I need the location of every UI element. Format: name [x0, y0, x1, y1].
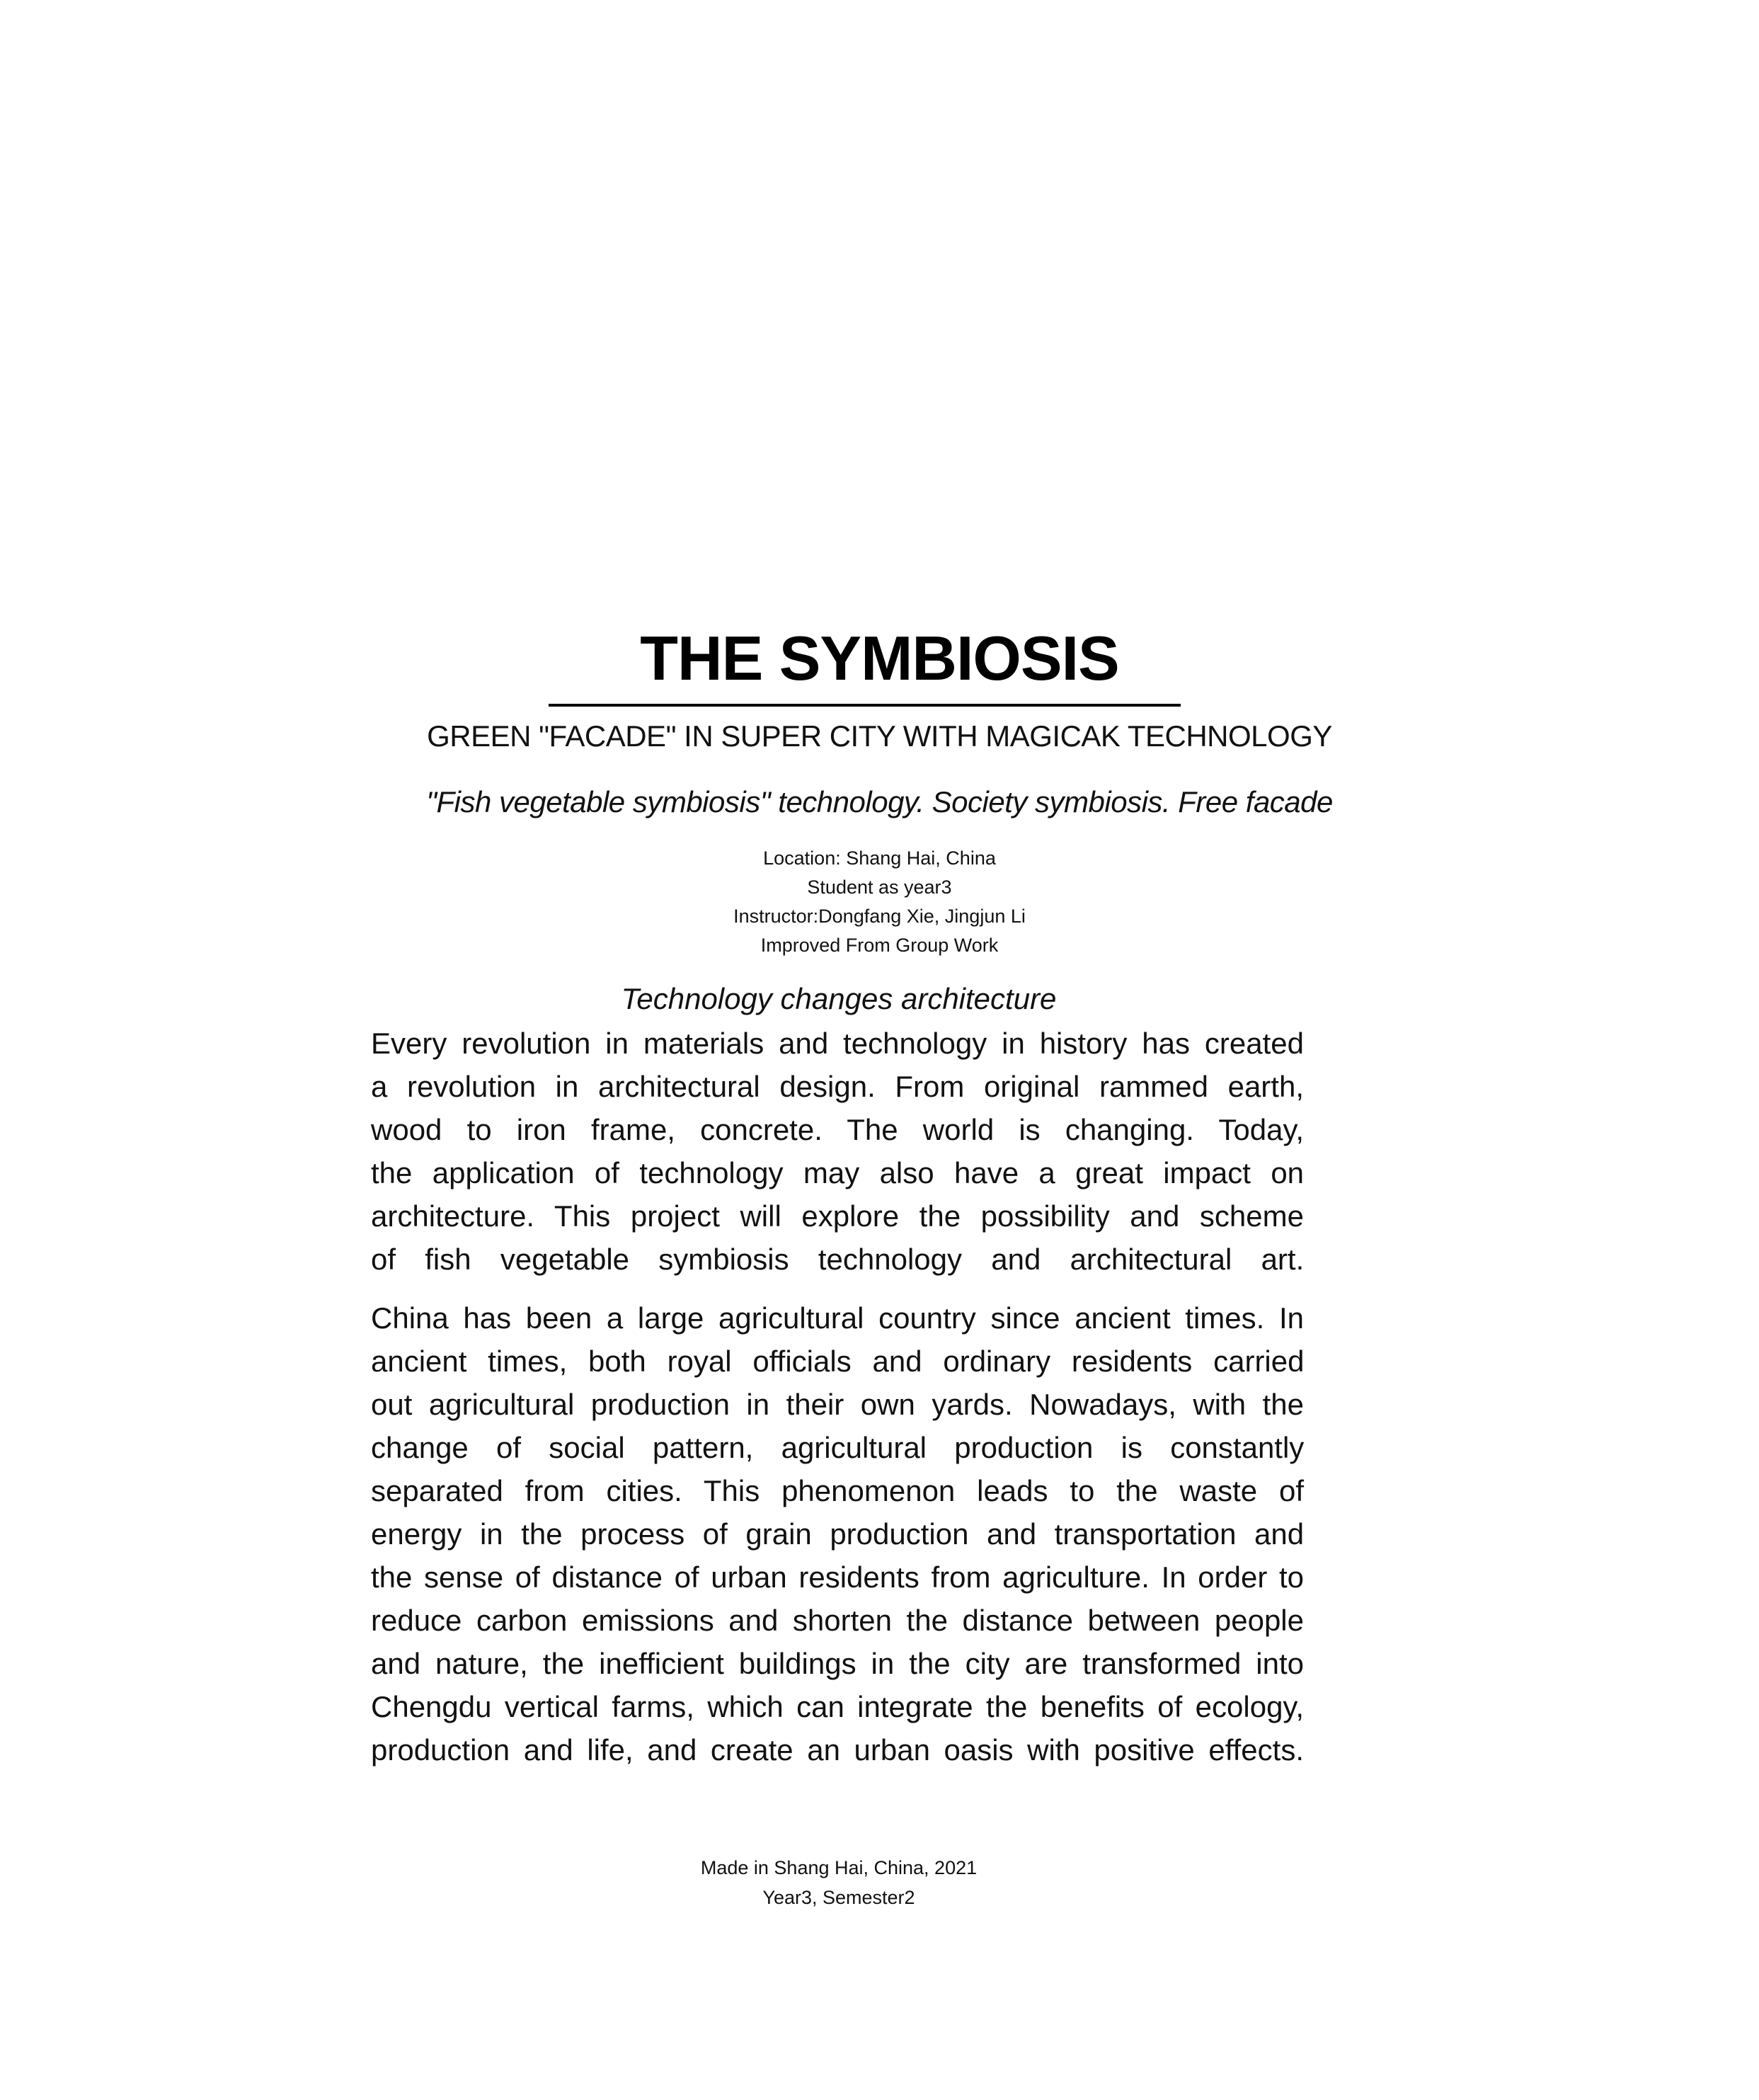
section-heading: Technology changes architecture [621, 982, 1057, 1015]
subtitle: GREEN "FACADE" IN SUPER CITY WITH MAGICAK TECHNOLOGY [427, 719, 1332, 753]
title-underline-divider [549, 704, 1181, 707]
paragraph-line: change of social pattern, agricultural production is constantly [371, 1431, 1305, 1464]
paragraph-line: the application of technology may also have a great impact on [371, 1156, 1305, 1189]
footer [0, 1853, 1678, 1912]
tagline: "Fish vegetable symbiosis" technology. Society symbiosis. Free facade [426, 785, 1333, 818]
paragraph-line: energy in the process of grain production and transportation and [371, 1517, 1305, 1551]
project-meta [0, 844, 1759, 960]
paragraph-line: ancient times, both royal officials and ordinary residents carried [371, 1345, 1305, 1378]
paragraph-line: Chengdu vertical farms, which can integrate the benefits of ecology, [371, 1690, 1304, 1723]
paragraph-line: production and life, and create an urban oasis with positive effects. [371, 1733, 1304, 1767]
meta-improved: Improved From Group Work [760, 935, 999, 956]
paragraph-line: Every revolution in materials and technology in history has created [371, 1027, 1304, 1060]
paragraph-line: out agricultural production in their own yards. Nowadays, with the [371, 1388, 1304, 1421]
paragraph-agriculture [371, 1296, 1304, 1771]
paragraph-line: architecture. This project will explore the possibility and scheme [371, 1199, 1304, 1233]
paragraph-line: the sense of distance of urban residents from agriculture. In order to [371, 1560, 1305, 1594]
footer-term: Year3, Semester2 [762, 1887, 915, 1908]
paragraph-line: of fish vegetable symbiosis technology and architectural art. [371, 1243, 1305, 1276]
paragraph-line: a revolution in architectural design. From original rammed earth, [371, 1070, 1304, 1103]
paragraph-line: China has been a large agricultural country since ancient times. In [371, 1301, 1305, 1335]
paragraph-line: wood to iron frame, concrete. The world is changing. Today, [371, 1113, 1304, 1146]
meta-instructor: Instructor:Dongfang Xie, Jingjun Li [733, 906, 1026, 927]
footer-made-in: Made in Shang Hai, China, 2021 [700, 1857, 978, 1878]
paragraph-line: and nature, the inefficient buildings in the city are transformed into [371, 1647, 1304, 1680]
paragraph-technology [371, 1022, 1304, 1281]
meta-student: Student as year3 [807, 877, 952, 898]
page-title: THE SYMBIOSIS [640, 623, 1119, 693]
paragraph-line: separated from cities. This phenomenon leads to the waste of [371, 1474, 1304, 1507]
meta-location: Location: Shang Hai, China [763, 848, 996, 869]
paragraph-line: reduce carbon emissions and shorten the distance between people [371, 1604, 1304, 1637]
